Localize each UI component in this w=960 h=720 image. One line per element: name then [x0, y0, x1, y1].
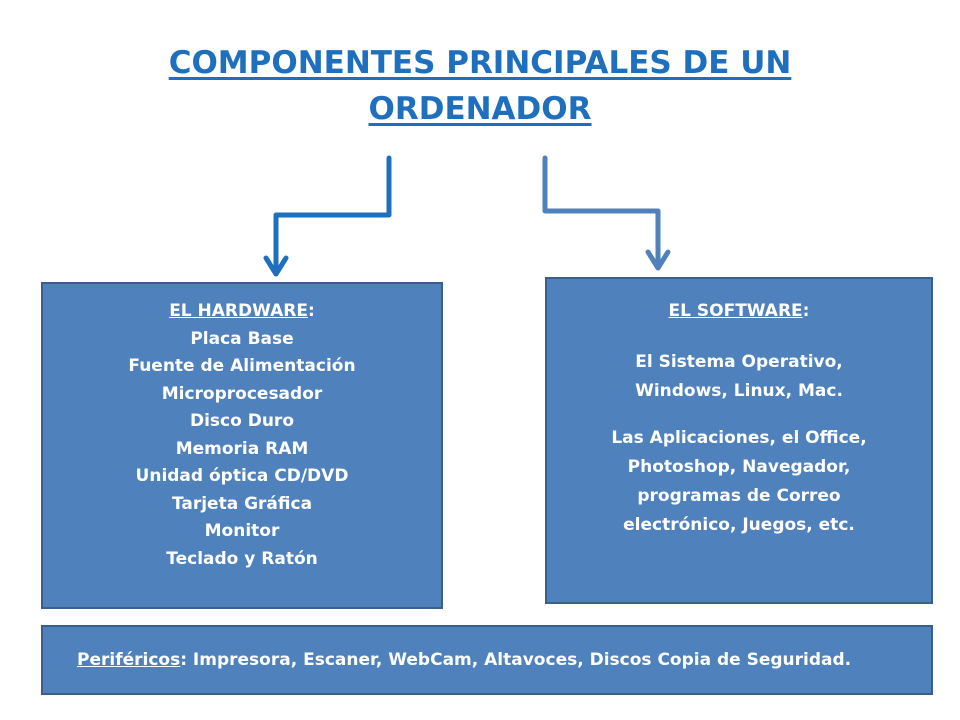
hardware-item: Tarjeta Gráfica	[171, 493, 313, 514]
peripherals-text: : Impresora, Escaner, WebCam, Altavoces, Discos Copia de Seguridad.	[180, 650, 852, 670]
hardware-item: Teclado y Ratón	[166, 548, 318, 569]
arrow-to-hardware	[266, 158, 389, 274]
title-line-1: COMPONENTES PRINCIPALES DE UN	[168, 45, 792, 81]
hardware-item: Monitor	[204, 521, 280, 541]
software-box	[545, 277, 933, 604]
software-os-line: El Sistema Operativo,	[635, 352, 843, 372]
hardware-item: Disco Duro	[189, 411, 294, 431]
software-apps-line: electrónico, Juegos, etc.	[623, 515, 855, 535]
software-os-line: Windows, Linux, Mac.	[635, 381, 843, 401]
software-apps-line: Las Aplicaciones, el Office,	[611, 428, 867, 448]
hardware-item: Memoria RAM	[175, 438, 309, 459]
hardware-item: Placa Base	[190, 328, 294, 349]
arrow-to-software	[545, 158, 668, 268]
peripherals-label: Periféricos	[77, 650, 181, 670]
hardware-item: Microprocesador	[161, 383, 323, 404]
hardware-heading: EL HARDWARE:	[169, 301, 315, 321]
software-heading: EL SOFTWARE:	[668, 301, 810, 321]
hardware-item: Unidad óptica CD/DVD	[135, 466, 349, 486]
software-apps-line: programas de Correo	[637, 486, 841, 506]
hardware-box	[41, 282, 443, 609]
software-apps-line: Photoshop, Navegador,	[627, 457, 851, 477]
title-line-2: ORDENADOR	[368, 91, 592, 127]
peripherals-box	[41, 625, 933, 695]
hardware-item: Fuente de Alimentación	[128, 356, 356, 376]
